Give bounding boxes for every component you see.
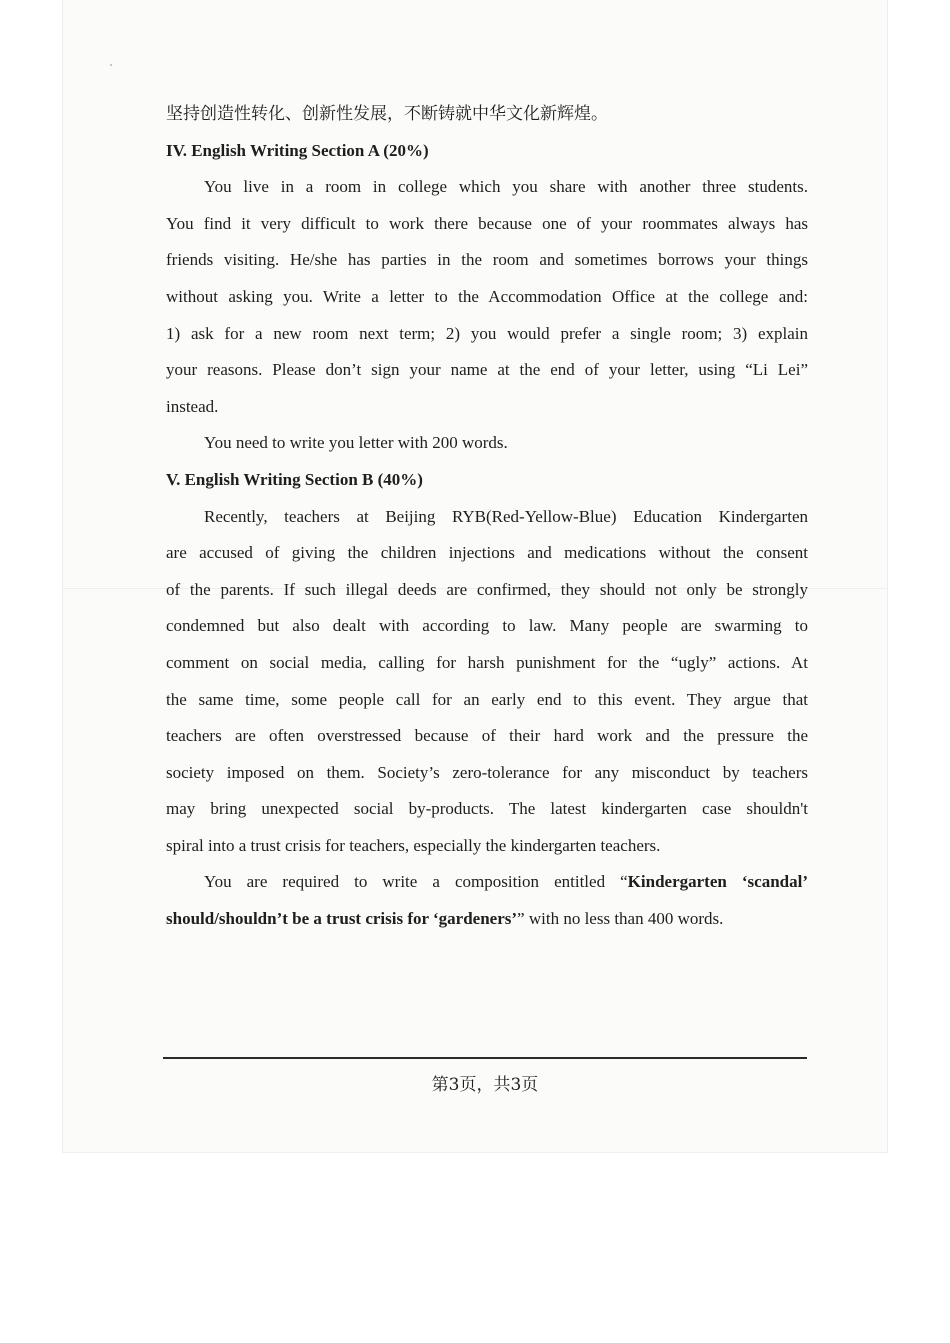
page-number: 第3页，共3页 — [431, 1075, 539, 1095]
section-a-line: You find it very difficult to work there because one of your roommates always has — [166, 213, 808, 233]
section-a-line: friends visiting. He/she has parties in the room and sometimes borrows your things — [166, 250, 808, 270]
section-b-line: the same time, some people call for an early end to this event. They argue that — [166, 689, 808, 709]
section-b-task-line — [166, 864, 808, 901]
section-a-heading: IV. English Writing Section A (20%) — [166, 140, 429, 160]
task-title-part-1: Kindergarten ‘scandal’ — [627, 872, 808, 892]
section-b-line: spiral into a trust crisis for teachers, especially the kindergarten teachers. — [166, 835, 661, 855]
section-b-line: teachers are often overstressed because of their hard work and the pressure the — [166, 726, 808, 746]
section-b-line: Recently, teachers at Beijing RYB(Red-Yellow-Blue) Education Kindergarten — [204, 506, 808, 526]
section-a-line: your reasons. Please don’t sign your name at the end of your letter, using “Li Lei” — [166, 360, 808, 380]
section-b-line: may bring unexpected social by-products. The latest kindergarten case shouldn't — [166, 799, 808, 819]
task-suffix: ” with no less than 400 words. — [517, 909, 724, 929]
task-prefix: You are required to write a composition entitled “ — [204, 872, 628, 892]
section-b-task-line — [166, 901, 808, 938]
task-title-part-2: should/shouldn’t be a trust crisis for ‘gardeners’ — [166, 909, 518, 929]
scan-speck — [110, 64, 112, 66]
section-b-heading: V. English Writing Section B (40%) — [166, 469, 423, 489]
section-a-paragraph — [166, 169, 808, 425]
section-a-word-note: You need to write you letter with 200 words. — [204, 433, 508, 453]
page-content — [166, 96, 808, 938]
intro-line: 坚持创造性转化、创新性发展，不断铸就中华文化新辉煌。 — [166, 104, 608, 124]
section-b-line: of the parents. If such illegal deeds are confirmed, they should not only be strongly — [166, 579, 808, 599]
section-b-line: condemned but also dealt with according to law. Many people are swarming to — [166, 616, 808, 636]
section-b-task — [166, 864, 808, 937]
section-b-line: comment on social media, calling for harsh punishment for the “ugly” actions. At — [166, 652, 808, 672]
section-b-line: society imposed on them. Society’s zero-tolerance for any misconduct by teachers — [166, 762, 808, 782]
section-a-line: without asking you. Write a letter to the Accommodation Office at the college and: — [166, 286, 808, 306]
section-a-line: You live in a room in college which you share with another three students. — [204, 177, 808, 197]
section-a-line: 1) ask for a new room next term; 2) you would prefer a single room; 3) explain — [166, 323, 808, 343]
footer-rule — [163, 1057, 807, 1059]
section-b-line: are accused of giving the children injections and medications without the consent — [166, 543, 808, 563]
section-a-line: instead. — [166, 396, 219, 416]
section-b-paragraph — [166, 499, 808, 865]
